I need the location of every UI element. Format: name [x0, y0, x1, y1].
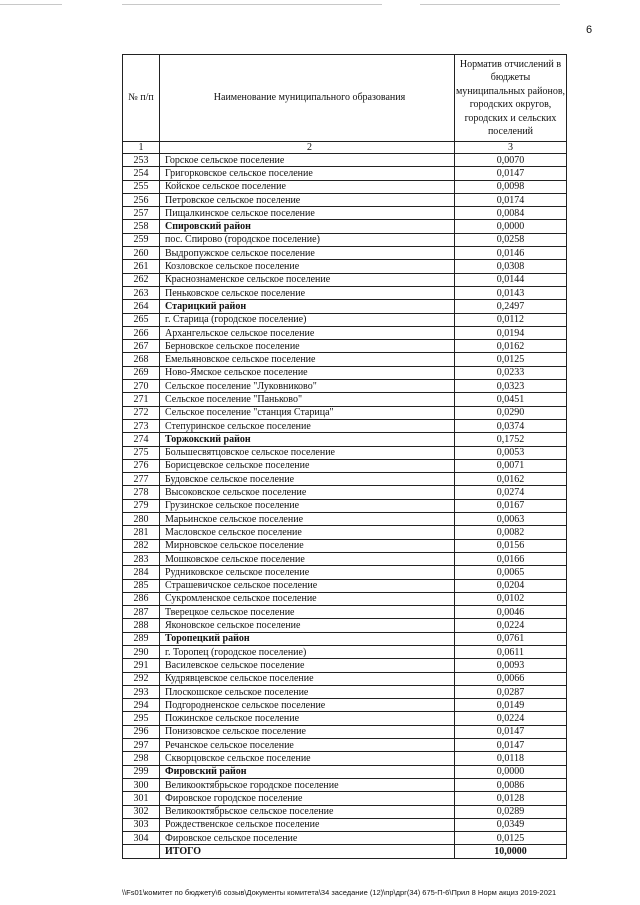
row-municipality: Марьинское сельское поселение: [160, 513, 455, 526]
row-number: 270: [123, 380, 160, 393]
table-row: [123, 486, 567, 499]
row-number: 256: [123, 193, 160, 206]
row-number: 254: [123, 167, 160, 180]
row-number: 271: [123, 393, 160, 406]
table-row: [123, 592, 567, 605]
row-municipality: Фировский район: [160, 765, 455, 778]
row-number: 295: [123, 712, 160, 725]
row-norm-value: 0,0093: [455, 659, 567, 672]
row-norm-value: 0,0156: [455, 539, 567, 552]
table-row: [123, 260, 567, 273]
table-row: [123, 685, 567, 698]
row-municipality: Петровское сельское поселение: [160, 193, 455, 206]
row-norm-value: 0,0128: [455, 792, 567, 805]
row-number: 296: [123, 725, 160, 738]
table-row: [123, 765, 567, 778]
table-row: [123, 632, 567, 645]
table-row: [123, 725, 567, 738]
row-number: 281: [123, 526, 160, 539]
table-row: [123, 193, 567, 206]
table-row: [123, 459, 567, 472]
row-norm-value: 0,0349: [455, 818, 567, 831]
row-municipality: г. Торопец (городское поселение): [160, 645, 455, 658]
table-row: [123, 380, 567, 393]
row-norm-value: 0,0098: [455, 180, 567, 193]
table-row: [123, 699, 567, 712]
row-norm-value: 0,0194: [455, 326, 567, 339]
row-norm-value: 0,0147: [455, 739, 567, 752]
table-row: [123, 406, 567, 419]
row-number: 263: [123, 286, 160, 299]
table-index-row: [123, 142, 567, 154]
row-municipality: Великооктябрьское городское поселение: [160, 778, 455, 791]
table-row: [123, 619, 567, 632]
row-norm-value: 0,0112: [455, 313, 567, 326]
page-number: 6: [586, 24, 593, 36]
total-label: ИТОГО: [160, 845, 455, 858]
row-number: 260: [123, 247, 160, 260]
scan-artifact-line: [420, 4, 560, 5]
row-norm-value: 0,0070: [455, 154, 567, 167]
table-row: [123, 499, 567, 512]
table-row: [123, 513, 567, 526]
row-number: 287: [123, 606, 160, 619]
table-row: [123, 326, 567, 339]
row-number: 257: [123, 207, 160, 220]
table-row: [123, 672, 567, 685]
row-number: 293: [123, 685, 160, 698]
row-number: 261: [123, 260, 160, 273]
row-number: 291: [123, 659, 160, 672]
table-row: [123, 526, 567, 539]
row-norm-value: 0,0000: [455, 220, 567, 233]
row-number: 282: [123, 539, 160, 552]
row-number: 298: [123, 752, 160, 765]
row-number: 266: [123, 326, 160, 339]
row-number: 292: [123, 672, 160, 685]
table-row: [123, 566, 567, 579]
row-norm-value: 0,0118: [455, 752, 567, 765]
row-norm-value: 0,0046: [455, 606, 567, 619]
table-row: [123, 313, 567, 326]
row-municipality: Плоскошское сельское поселение: [160, 685, 455, 698]
row-municipality: Сельское поселение "станция Старица": [160, 406, 455, 419]
table-row: [123, 286, 567, 299]
total-row: [123, 845, 567, 858]
row-municipality: Торопецкий район: [160, 632, 455, 645]
row-municipality: пос. Спирово (городское поселение): [160, 233, 455, 246]
row-number: 274: [123, 433, 160, 446]
header-norm: Норматив отчислений в бюджеты муниципальных районов, городских округов, городских и сельских поселений: [455, 55, 567, 142]
row-norm-value: 0,0082: [455, 526, 567, 539]
row-municipality: Пищалкинское сельское поселение: [160, 207, 455, 220]
row-municipality: Понизовское сельское поселение: [160, 725, 455, 738]
index-cell-3: 3: [455, 142, 567, 154]
row-number: 299: [123, 765, 160, 778]
table-row: [123, 167, 567, 180]
row-norm-value: 0,0066: [455, 672, 567, 685]
row-number: 294: [123, 699, 160, 712]
table-row: [123, 792, 567, 805]
table-row: [123, 645, 567, 658]
row-norm-value: 0,0147: [455, 167, 567, 180]
row-norm-value: 0,0290: [455, 406, 567, 419]
table-row: [123, 579, 567, 592]
norms-table: [122, 54, 567, 859]
total-number: [123, 845, 160, 858]
row-number: 279: [123, 499, 160, 512]
row-norm-value: 0,0084: [455, 207, 567, 220]
row-municipality: Масловское сельское поселение: [160, 526, 455, 539]
row-number: 265: [123, 313, 160, 326]
row-norm-value: 0,0102: [455, 592, 567, 605]
row-municipality: Фировское сельское поселение: [160, 832, 455, 845]
row-municipality: Сукромленское сельское поселение: [160, 592, 455, 605]
row-norm-value: 0,0289: [455, 805, 567, 818]
row-norm-value: 0,0761: [455, 632, 567, 645]
row-municipality: Великооктябрьское сельское поселение: [160, 805, 455, 818]
scan-artifact-line: [0, 4, 62, 5]
row-number: 277: [123, 473, 160, 486]
row-municipality: Страшевичское сельское поселение: [160, 579, 455, 592]
table-row: [123, 180, 567, 193]
row-number: 283: [123, 552, 160, 565]
row-number: 267: [123, 340, 160, 353]
table-row: [123, 233, 567, 246]
table-row: [123, 340, 567, 353]
row-municipality: Рождественское сельское поселение: [160, 818, 455, 831]
index-cell-2: 2: [160, 142, 455, 154]
row-municipality: Грузинское сельское поселение: [160, 499, 455, 512]
row-municipality: Берновское сельское поселение: [160, 340, 455, 353]
table-row: [123, 247, 567, 260]
row-municipality: Пожинское сельское поселение: [160, 712, 455, 725]
row-number: 278: [123, 486, 160, 499]
row-number: 289: [123, 632, 160, 645]
row-municipality: Койское сельское поселение: [160, 180, 455, 193]
row-municipality: Архангельское сельское поселение: [160, 326, 455, 339]
row-number: 304: [123, 832, 160, 845]
row-norm-value: 0,0146: [455, 247, 567, 260]
file-path-footer: \\Fs01\комитет по бюджету\6 созыв\Документы комитета\34 заседание (12)\пр\дрг(34) 675-П-6\Прил 8 Норм акциз 2019-2021: [122, 888, 557, 897]
table-row: [123, 433, 567, 446]
row-number: 290: [123, 645, 160, 658]
row-norm-value: 0,0000: [455, 765, 567, 778]
total-value: 10,0000: [455, 845, 567, 858]
row-norm-value: 0,0162: [455, 473, 567, 486]
row-norm-value: 0,0611: [455, 645, 567, 658]
row-municipality: Сельское поселение "Луковниково": [160, 380, 455, 393]
row-municipality: Речанское сельское поселение: [160, 739, 455, 752]
table-row: [123, 539, 567, 552]
table-row: [123, 739, 567, 752]
row-norm-value: 0,0258: [455, 233, 567, 246]
header-municipality: Наименование муниципального образования: [160, 55, 455, 142]
table-row: [123, 207, 567, 220]
row-municipality: Высоковское сельское поселение: [160, 486, 455, 499]
table-row: [123, 818, 567, 831]
row-norm-value: 0,1752: [455, 433, 567, 446]
row-number: 297: [123, 739, 160, 752]
row-municipality: Яконовское сельское поселение: [160, 619, 455, 632]
row-norm-value: 0,0274: [455, 486, 567, 499]
row-norm-value: 0,0125: [455, 832, 567, 845]
row-number: 280: [123, 513, 160, 526]
row-municipality: Спировский район: [160, 220, 455, 233]
row-norm-value: 0,0233: [455, 366, 567, 379]
table-header-row: [123, 55, 567, 142]
row-norm-value: 0,0086: [455, 778, 567, 791]
row-number: 258: [123, 220, 160, 233]
row-norm-value: 0,0071: [455, 459, 567, 472]
row-municipality: Скворцовское сельское поселение: [160, 752, 455, 765]
row-municipality: Степуринское сельское поселение: [160, 419, 455, 432]
row-norm-value: 0,0144: [455, 273, 567, 286]
row-number: 301: [123, 792, 160, 805]
table-row: [123, 606, 567, 619]
row-norm-value: 0,0053: [455, 446, 567, 459]
row-norm-value: 0,0143: [455, 286, 567, 299]
row-municipality: Мирновское сельское поселение: [160, 539, 455, 552]
row-municipality: Старицкий район: [160, 300, 455, 313]
row-municipality: Ново-Ямское сельское поселение: [160, 366, 455, 379]
table-row: [123, 446, 567, 459]
index-cell-1: 1: [123, 142, 160, 154]
table-row: [123, 552, 567, 565]
table-row: [123, 419, 567, 432]
table-row: [123, 805, 567, 818]
row-municipality: Торжокский район: [160, 433, 455, 446]
table-row: [123, 832, 567, 845]
row-norm-value: 0,0224: [455, 619, 567, 632]
row-municipality: Будовское сельское поселение: [160, 473, 455, 486]
row-municipality: Выдропужское сельское поселение: [160, 247, 455, 260]
table-row: [123, 366, 567, 379]
table-row: [123, 778, 567, 791]
row-norm-value: 0,0166: [455, 552, 567, 565]
row-municipality: Подгородненское сельское поселение: [160, 699, 455, 712]
row-norm-value: 0,0287: [455, 685, 567, 698]
row-municipality: Тверецкое сельское поселение: [160, 606, 455, 619]
table-body: [123, 154, 567, 859]
row-municipality: Краснознаменское сельское поселение: [160, 273, 455, 286]
row-number: 259: [123, 233, 160, 246]
row-norm-value: 0,0162: [455, 340, 567, 353]
row-municipality: Рудниковское сельское поселение: [160, 566, 455, 579]
row-municipality: Горское сельское поселение: [160, 154, 455, 167]
row-municipality: Мошковское сельское поселение: [160, 552, 455, 565]
table-row: [123, 473, 567, 486]
table-row: [123, 659, 567, 672]
row-norm-value: 0,0204: [455, 579, 567, 592]
row-norm-value: 0,0063: [455, 513, 567, 526]
header-number: № п/п: [123, 55, 160, 142]
row-norm-value: 0,0451: [455, 393, 567, 406]
row-norm-value: 0,0147: [455, 725, 567, 738]
table-row: [123, 154, 567, 167]
row-number: 268: [123, 353, 160, 366]
table-row: [123, 220, 567, 233]
table-row: [123, 353, 567, 366]
row-municipality: Козловское сельское поселение: [160, 260, 455, 273]
row-municipality: Григорковское сельское поселение: [160, 167, 455, 180]
row-number: 262: [123, 273, 160, 286]
table-row: [123, 300, 567, 313]
row-municipality: Сельское поселение "Паньково": [160, 393, 455, 406]
row-number: 284: [123, 566, 160, 579]
row-norm-value: 0,0374: [455, 419, 567, 432]
row-number: 288: [123, 619, 160, 632]
row-municipality: Василевское сельское поселение: [160, 659, 455, 672]
table-row: [123, 273, 567, 286]
row-municipality: Емельяновское сельское поселение: [160, 353, 455, 366]
row-municipality: Фировское городское поселение: [160, 792, 455, 805]
table-row: [123, 752, 567, 765]
row-norm-value: 0,0224: [455, 712, 567, 725]
row-norm-value: 0,0308: [455, 260, 567, 273]
row-municipality: Борисцевское сельское поселение: [160, 459, 455, 472]
row-number: 264: [123, 300, 160, 313]
table-row: [123, 393, 567, 406]
row-norm-value: 0,0065: [455, 566, 567, 579]
row-number: 286: [123, 592, 160, 605]
row-norm-value: 0,0167: [455, 499, 567, 512]
row-number: 303: [123, 818, 160, 831]
row-norm-value: 0,0149: [455, 699, 567, 712]
row-norm-value: 0,0174: [455, 193, 567, 206]
scan-artifact-line: [122, 4, 382, 5]
row-municipality: Большесвятцовское сельское поселение: [160, 446, 455, 459]
row-norm-value: 0,0125: [455, 353, 567, 366]
row-number: 255: [123, 180, 160, 193]
row-norm-value: 0,2497: [455, 300, 567, 313]
row-municipality: Пеньковское сельское поселение: [160, 286, 455, 299]
row-number: 272: [123, 406, 160, 419]
row-number: 275: [123, 446, 160, 459]
table-row: [123, 712, 567, 725]
row-norm-value: 0,0323: [455, 380, 567, 393]
row-number: 253: [123, 154, 160, 167]
row-number: 302: [123, 805, 160, 818]
row-municipality: г. Старица (городское поселение): [160, 313, 455, 326]
row-number: 300: [123, 778, 160, 791]
row-number: 276: [123, 459, 160, 472]
row-number: 273: [123, 419, 160, 432]
row-number: 285: [123, 579, 160, 592]
row-municipality: Кудрявцевское сельское поселение: [160, 672, 455, 685]
row-number: 269: [123, 366, 160, 379]
